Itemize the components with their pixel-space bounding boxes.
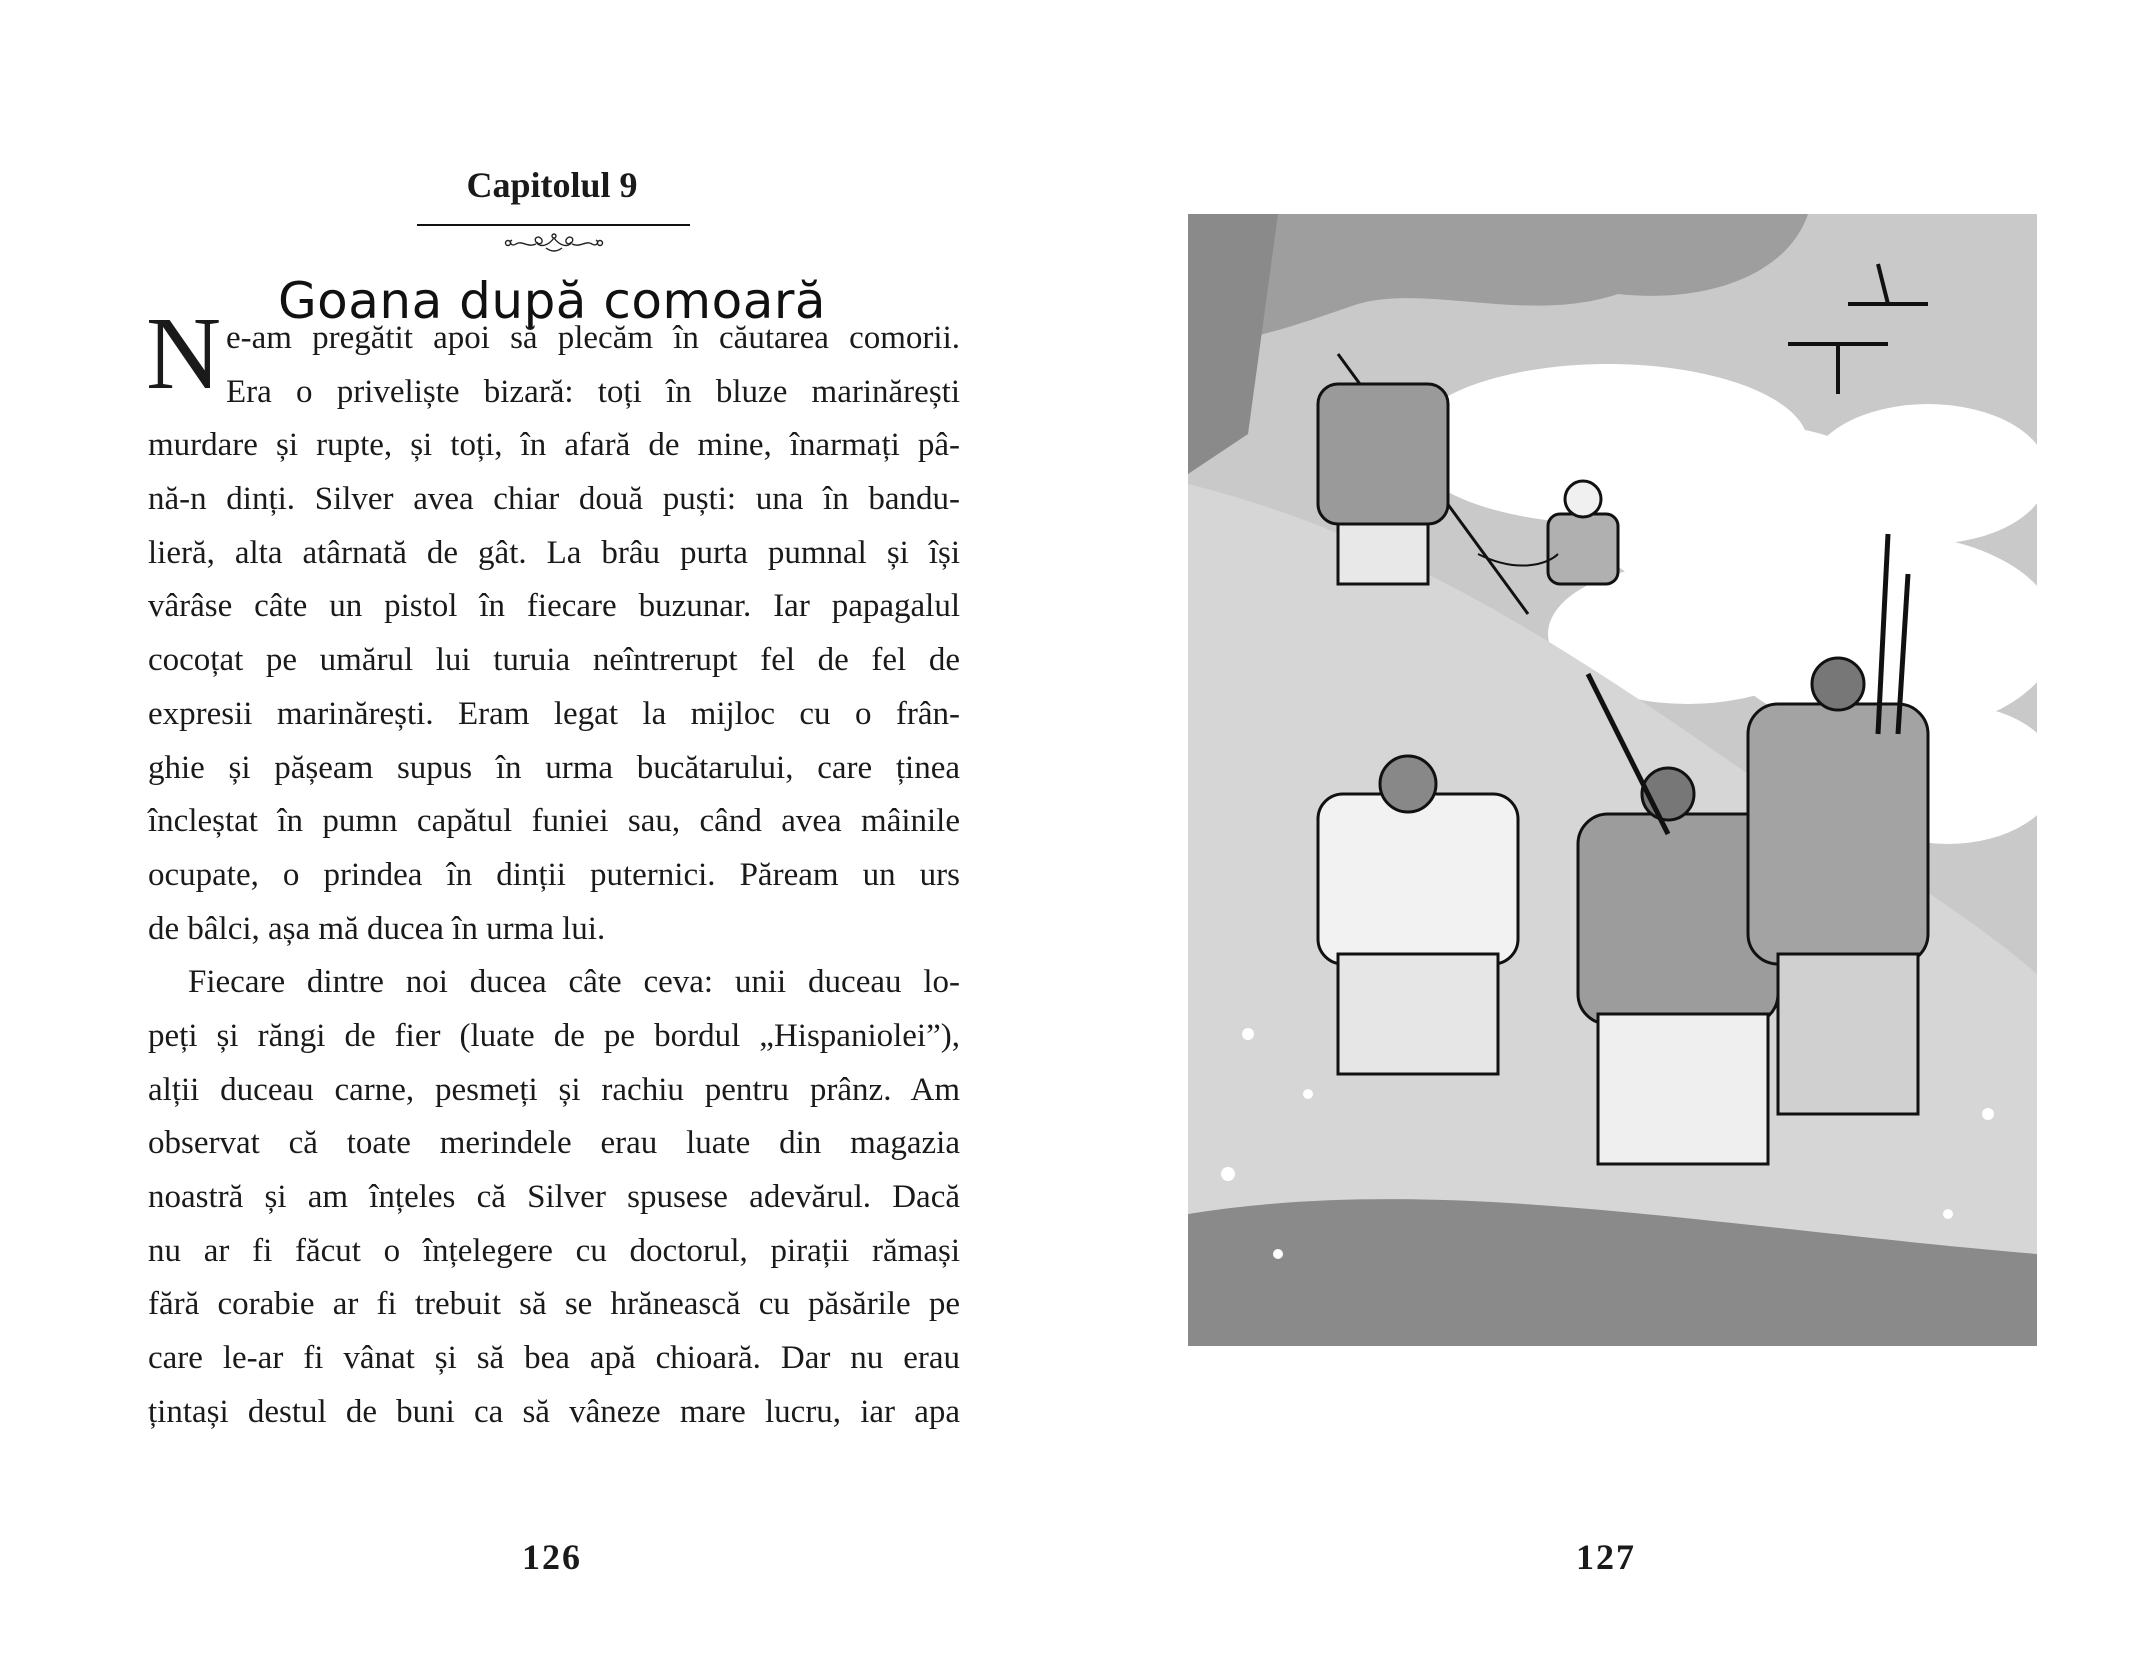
chapter-divider — [417, 224, 690, 226]
drop-cap: N — [146, 296, 222, 411]
text-line: încleștat în pumn capătul funiei sau, când avea mâinile — [148, 803, 960, 840]
text-line: e-am pregătit apoi să plecăm în căutarea comorii. — [226, 320, 960, 356]
text-line: care le-ar fi vânat și să bea apă chioară. Dar nu erau — [148, 1340, 960, 1377]
text-line: Era o priveliște bizară: toți în bluze marinărești — [226, 373, 960, 410]
text-line: peți și răngi de fier (luate de pe bordul „Hispaniolei”), — [148, 1017, 960, 1054]
page-number: 126 — [522, 1537, 582, 1577]
text-line: alții duceau carne, pesmeți și rachiu pentru prânz. Am — [148, 1071, 960, 1108]
text-line: țintași destul de buni ca să vâneze mare lucru, iar apa — [148, 1393, 960, 1430]
text-line: ocupate, o prindea în dinții puternici. Păream un urs — [148, 856, 960, 893]
chapter-label: Capitolul 9 — [466, 165, 638, 205]
page-number: 127 — [1576, 1537, 1636, 1577]
text-line: vârâse câte un pistol în fiecare buzunar. Iar papagalul — [148, 588, 960, 625]
ornament-icon — [502, 232, 606, 254]
text-line: de bâlci, așa mă ducea în urma lui. — [148, 910, 606, 947]
text-line: expresii marinărești. Eram legat la mijloc cu o frân- — [148, 695, 960, 732]
text-line: noastră și am înțeles că Silver spusese adevărul. Dacă — [148, 1179, 960, 1215]
text-line: ghie și pășeam supus în urma bucătarului, care ținea — [148, 749, 960, 786]
chapter-title: Goana după comoară — [277, 272, 827, 330]
text-line: nu ar fi făcut o înțelegere cu doctorul, pirații rămași — [148, 1232, 960, 1269]
pirates-illustration — [1188, 214, 2037, 1346]
text-line: lieră, alta atârnată de gât. La brâu purta pumnal și își — [148, 534, 960, 571]
body-text — [148, 312, 960, 1439]
text-line: Fiecare dintre noi ducea câte ceva: unii duceau lo- — [188, 964, 960, 1001]
right-page — [1077, 0, 2154, 1654]
text-line: nă-n dinți. Silver avea chiar două puști: una în bandu- — [148, 481, 960, 518]
text-line: observat că toate merindele erau luate din magazia — [148, 1125, 960, 1162]
text-line: murdare și rupte, și toți, în afară de mine, înarmați pâ- — [148, 427, 960, 464]
text-line: cocoțat pe umărul lui turuia neîntrerupt fel de fel de — [148, 642, 960, 679]
text-line: fără corabie ar fi trebuit să se hrănească cu păsările pe — [148, 1286, 960, 1323]
